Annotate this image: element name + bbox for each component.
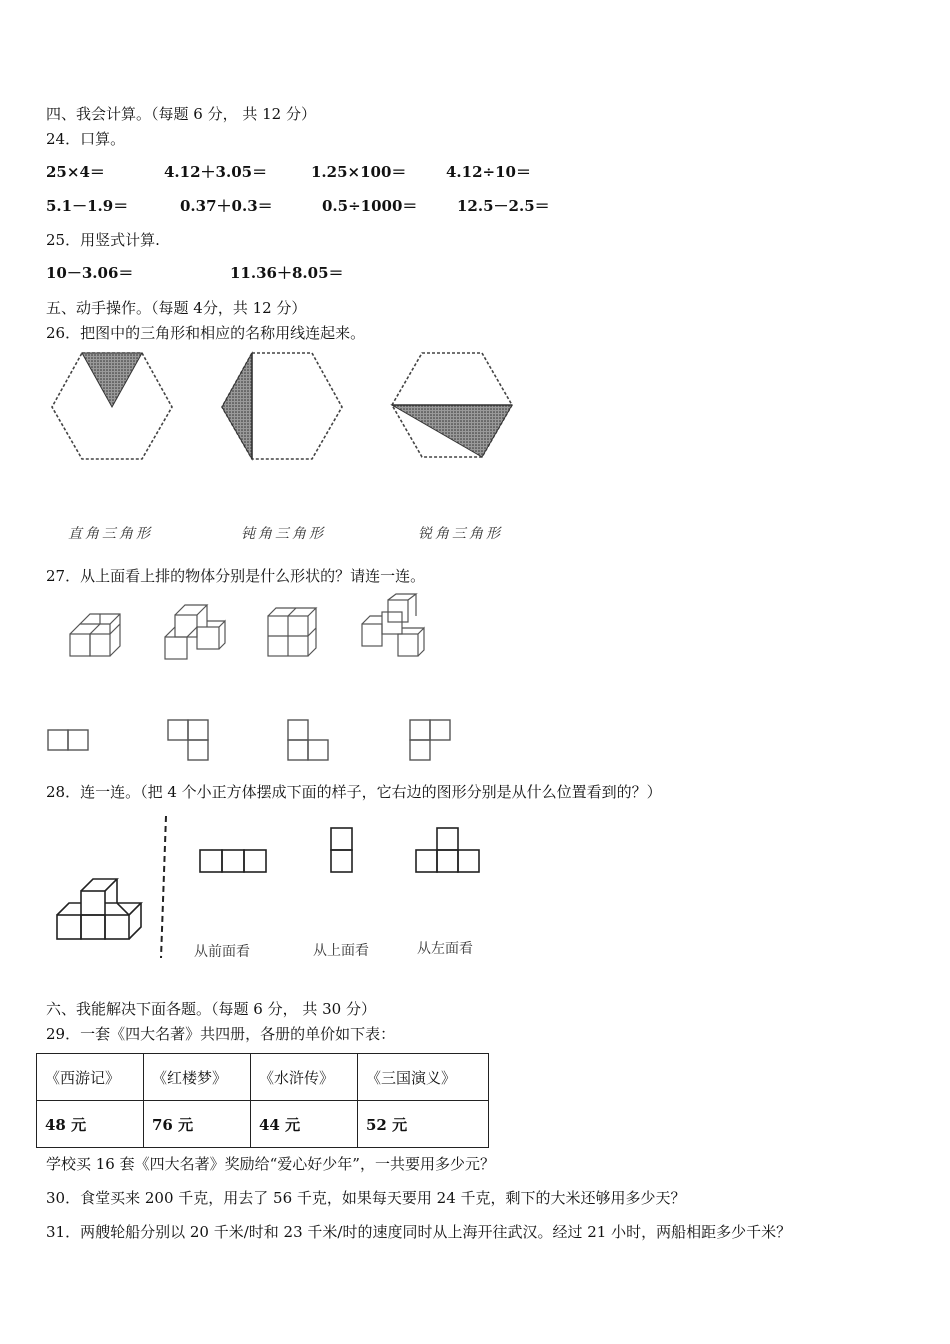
- cube-figure-3: [268, 608, 316, 656]
- q25-title: 25．用竖式计算.: [46, 231, 160, 249]
- q27-title: 27．从上面看上排的物体分别是什么形状的？请连一连。: [46, 567, 426, 585]
- top-view-a: [48, 730, 88, 750]
- top-view-shape: [331, 828, 352, 872]
- label-left-view: 从左面看: [417, 941, 473, 957]
- q26-hexagons-figure: [40, 345, 520, 465]
- q24-item: 12.5－2.5＝: [457, 197, 550, 215]
- q24-item: 1.25×100＝: [311, 163, 407, 181]
- q24-item: 4.12＋3.05＝: [164, 163, 268, 181]
- q26-title: 26．把图中的三角形和相应的名称用线连起来。: [46, 324, 366, 342]
- right-triangle-shape: [82, 353, 142, 407]
- book-name-cell: 《水浒传》: [251, 1054, 358, 1101]
- q25-item: 10－3.06＝: [46, 264, 134, 282]
- q29-title: 29．一套《四大名著》共四册，各册的单价如下表：: [46, 1025, 396, 1043]
- q24-item: 25×4＝: [46, 163, 105, 181]
- price-cell: 52 元: [358, 1101, 489, 1148]
- label-right-triangle: 直角三角形: [68, 526, 153, 542]
- book-name-cell: 《红楼梦》: [144, 1054, 251, 1101]
- table-row: [37, 1101, 489, 1148]
- cube-figure-4: [362, 594, 424, 656]
- q24-item: 5.1－1.9＝: [46, 197, 129, 215]
- q27-top-views: [40, 712, 460, 767]
- q28-title: 28．连一连。（把 4 个小正方体摆成下面的样子，它右边的图形分别是从什么位置看到的？）: [46, 783, 662, 801]
- book-name-cell: 《西游记》: [37, 1054, 144, 1101]
- top-view-d: [410, 720, 450, 760]
- q24-item: 0.37＋0.3＝: [180, 197, 273, 215]
- label-top-view: 从上面看: [313, 943, 369, 959]
- q24-item: 0.5÷1000＝: [322, 197, 418, 215]
- top-view-b: [168, 720, 208, 760]
- section-4-heading: 四、我会计算。（每题 6 分， 共 12 分）: [46, 105, 316, 123]
- q27-cube-figures: [60, 592, 440, 672]
- section-6-heading: 六、我能解决下面各题。（每题 6 分， 共 30 分）: [46, 1000, 376, 1018]
- top-view-c: [288, 720, 328, 760]
- q30-text: 30．食堂买来 200 千克，用去了 56 千克，如果每天要用 24 千克，剩下的大米还够用多少天？: [46, 1189, 686, 1207]
- book-name-cell: 《三国演义》: [358, 1054, 489, 1101]
- price-cell: 48 元: [37, 1101, 144, 1148]
- left-view-shape: [416, 828, 479, 872]
- q31-text: 31．两艘轮船分别以 20 千米/时和 23 千米/时的速度同时从上海开往武汉。经过 21 小时，两船相距多少千米？: [46, 1223, 792, 1241]
- table-row: [37, 1054, 489, 1101]
- label-acute-triangle: 锐角三角形: [418, 526, 503, 542]
- q24-title: 24．口算。: [46, 130, 126, 148]
- q24-item: 4.12÷10＝: [446, 163, 531, 181]
- q25-item: 11.36＋8.05＝: [230, 264, 344, 282]
- cube-stack: [57, 879, 141, 939]
- price-cell: 76 元: [144, 1101, 251, 1148]
- obtuse-triangle-shape: [222, 353, 252, 459]
- label-front-view: 从前面看: [194, 944, 250, 960]
- cube-figure-2: [165, 605, 225, 659]
- acute-triangle-shape: [392, 405, 512, 457]
- front-view-shape: [200, 850, 266, 872]
- label-obtuse-triangle: 钝角三角形: [241, 526, 326, 542]
- cube-figure-1: [70, 614, 120, 656]
- book-price-table: [36, 1053, 489, 1148]
- section-5-heading: 五、动手操作。（每题 4分，共 12 分）: [46, 299, 307, 317]
- price-cell: 44 元: [251, 1101, 358, 1148]
- q29-question: 学校买 16 套《四大名著》奖励给“爱心好少年”，一共要用多少元？: [46, 1155, 495, 1173]
